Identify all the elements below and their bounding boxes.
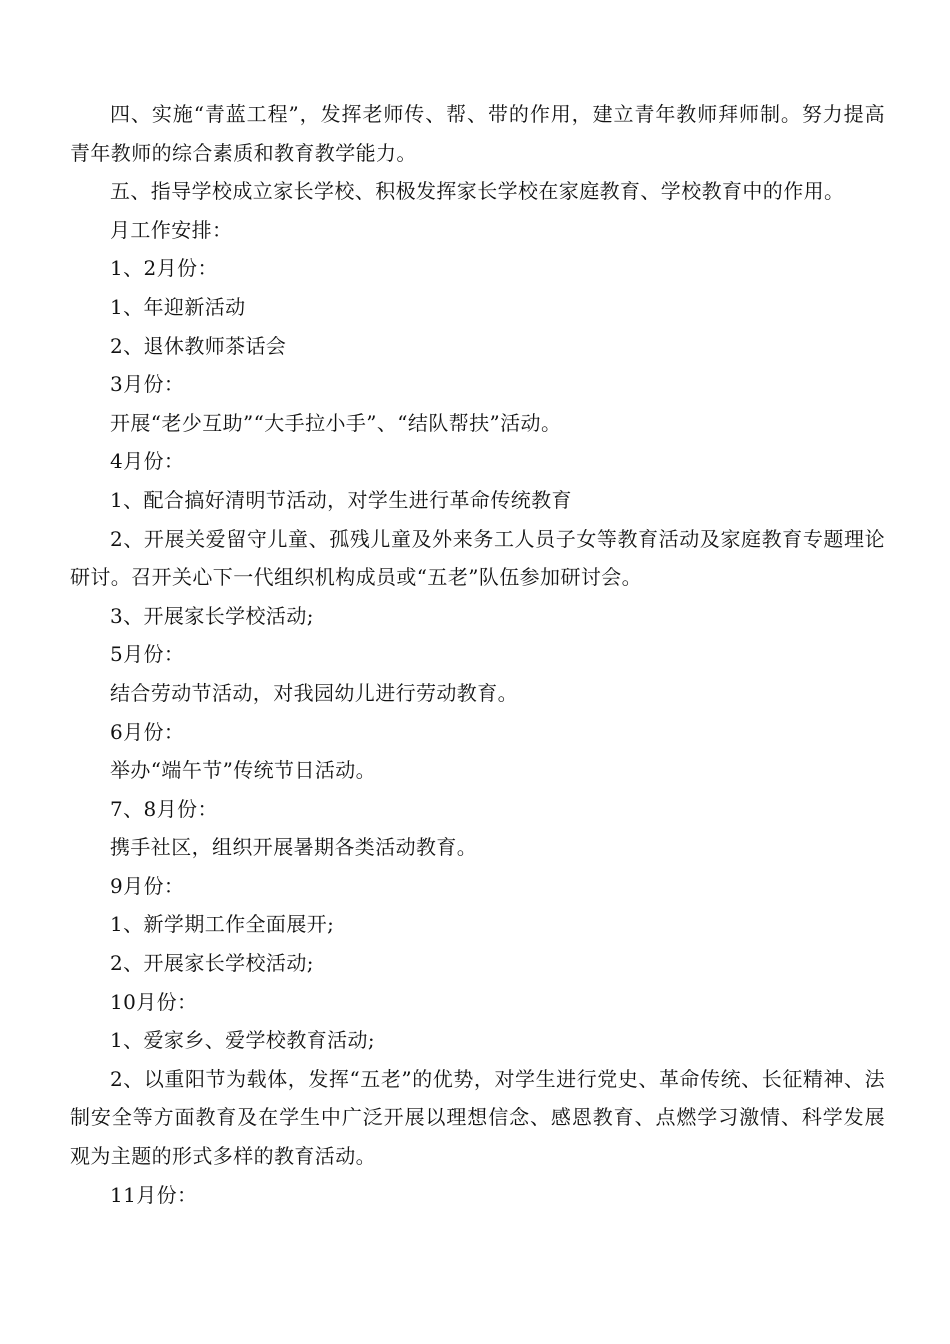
month-heading-october: 10月份： [110, 989, 198, 1014]
month-heading-june: 6月份： [110, 719, 185, 744]
month-heading-november: 11月份： [110, 1182, 198, 1207]
month-heading-jan-feb: 1、2月份： [110, 256, 218, 281]
list-item: 3、开展家长学校活动; [110, 603, 314, 628]
list-item: 2、开展关爱留守儿童、孤残儿童及外来务工人员子女等教育活动及家庭教育专题理论研讨。召开关心下一代组织机构成员或“五老”队伍参加研讨会。 [70, 526, 885, 590]
list-item: 2、退休教师茶话会 [110, 333, 287, 358]
list-item: 2、开展家长学校活动; [110, 951, 314, 976]
list-item: 1、年迎新活动 [110, 294, 246, 319]
list-item: 结合劳动节活动，对我园幼儿进行劳动教育。 [110, 680, 518, 705]
list-item: 开展“老少互助”“大手拉小手”、“结队帮扶”活动。 [110, 410, 562, 435]
list-item: 携手社区，组织开展暑期各类活动教育。 [110, 835, 478, 860]
list-item: 1、配合搞好清明节活动，对学生进行革命传统教育 [110, 487, 572, 512]
month-heading-may: 5月份： [110, 642, 185, 667]
list-item: 举办“端午节”传统节日活动。 [110, 758, 377, 783]
month-heading-jul-aug: 7、8月份： [110, 796, 218, 821]
paragraph-section-five: 五、指导学校成立家长学校、积极发挥家长学校在家庭教育、学校教育中的作用。 [110, 179, 845, 204]
month-heading-april: 4月份： [110, 449, 185, 474]
document-body [70, 95, 885, 1214]
list-item: 1、新学期工作全面展开; [110, 912, 335, 937]
list-item: 2、以重阳节为载体，发挥“五老”的优势，对学生进行党史、革命传统、长征精神、法制安全等方面教育及在学生中广泛开展以理想信念、感恩教育、点燃学习激情、科学发展观为主题的形式多样的教育活动。 [70, 1066, 885, 1169]
month-heading-march: 3月份： [110, 372, 185, 397]
list-item: 1、爱家乡、爱学校教育活动; [110, 1028, 376, 1053]
month-heading-september: 9月份： [110, 873, 185, 898]
paragraph-section-four: 四、实施“青蓝工程”，发挥老师传、帮、带的作用，建立青年教师拜师制。努力提高青年教师的综合素质和教育教学能力。 [70, 102, 885, 165]
monthly-schedule-heading: 月工作安排： [110, 217, 233, 242]
